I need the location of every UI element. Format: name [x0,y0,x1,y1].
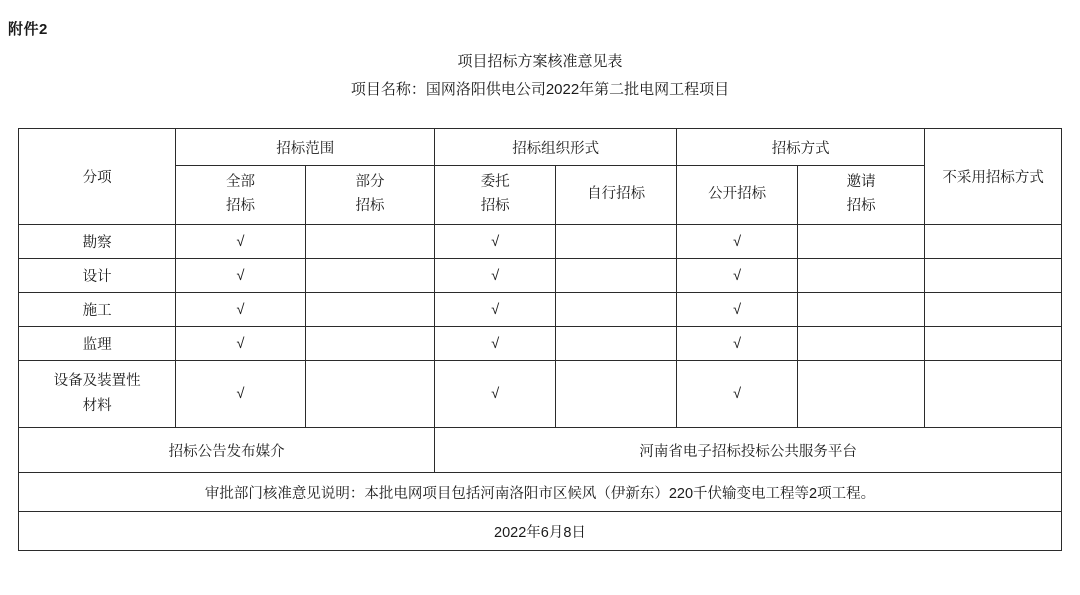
row-label: 监理 [19,327,176,361]
header-all-bid-line1: 全部 [226,174,256,191]
media-row [19,428,1062,473]
row-label: 勘察 [19,225,176,259]
media-value: 河南省电子招标投标公共服务平台 [435,428,1062,473]
cell-invite-bid [798,259,925,293]
header-all-bid [176,166,305,225]
row-label-line2: 材料 [82,398,112,414]
cell-all-bid: √ [176,225,305,259]
project-name: 项目名称：国网洛阳供电公司2022年第二批电网工程项目 [350,81,730,98]
cell-open-bid: √ [677,361,798,428]
table-header-group-row [19,129,1062,166]
cell-no-bid [925,259,1062,293]
cell-invite-bid [798,225,925,259]
cell-entrust-bid: √ [435,259,556,293]
cell-no-bid [925,327,1062,361]
date-row [19,512,1062,551]
cell-invite-bid [798,327,925,361]
header-part-bid [305,166,434,225]
header-part-bid-line2: 招标 [355,198,385,214]
row-label: 施工 [19,293,176,327]
cell-no-bid [925,361,1062,428]
cell-invite-bid [798,293,925,327]
bidding-plan-table [18,128,1062,551]
cell-all-bid: √ [176,293,305,327]
cell-all-bid: √ [176,259,305,293]
table-header-sub-row [19,166,1062,225]
table-row [19,293,1062,327]
header-bid-method: 招标方式 [677,129,925,166]
approval-note: 审批部门核准意见说明：本批电网项目包括河南洛阳市区候风（伊新东）220千伏输变电工程等2项工程。 [19,473,1062,512]
media-label: 招标公告发布媒介 [19,428,435,473]
cell-self-bid [556,225,677,259]
cell-all-bid: √ [176,327,305,361]
table-row [19,259,1062,293]
row-label-line1: 设备及装置性 [53,373,141,390]
header-bid-scope: 招标范围 [176,129,435,166]
header-open-bid: 公开招标 [677,166,798,225]
cell-part-bid [305,361,434,428]
row-label: 设计 [19,259,176,293]
header-invite-bid [798,166,925,225]
header-entrust-bid-line2: 招标 [480,198,510,214]
cell-entrust-bid: √ [435,293,556,327]
cell-open-bid: √ [677,259,798,293]
cell-no-bid [925,293,1062,327]
cell-self-bid [556,327,677,361]
cell-open-bid: √ [677,327,798,361]
cell-no-bid [925,225,1062,259]
cell-self-bid [556,361,677,428]
cell-entrust-bid: √ [435,225,556,259]
cell-invite-bid [798,361,925,428]
approval-date: 2022年6月8日 [19,512,1062,551]
cell-part-bid [305,259,434,293]
header-part-bid-line1: 部分 [355,174,385,191]
cell-all-bid: √ [176,361,305,428]
header-self-bid: 自行招标 [556,166,677,225]
attachment-label: 附件2 [8,21,48,38]
header-entrust-bid-line1: 委托 [480,174,510,191]
cell-self-bid [556,259,677,293]
table-row [19,327,1062,361]
cell-self-bid [556,293,677,327]
cell-part-bid [305,327,434,361]
table-row [19,225,1062,259]
cell-part-bid [305,293,434,327]
header-no-bid-method: 不采用招标方式 [925,129,1062,225]
cell-part-bid [305,225,434,259]
cell-entrust-bid: √ [435,327,556,361]
table-row [19,361,1062,428]
page-title: 项目招标方案核准意见表 [457,53,623,70]
cell-open-bid: √ [677,293,798,327]
row-label [19,361,176,428]
header-all-bid-line2: 招标 [226,198,256,214]
approval-note-row [19,473,1062,512]
cell-open-bid: √ [677,225,798,259]
header-invite-bid-line2: 招标 [846,198,876,214]
header-bid-organization: 招标组织形式 [435,129,677,166]
header-invite-bid-line1: 邀请 [846,174,876,191]
cell-entrust-bid: √ [435,361,556,428]
header-entrust-bid [435,166,556,225]
header-subitem: 分项 [19,129,176,225]
